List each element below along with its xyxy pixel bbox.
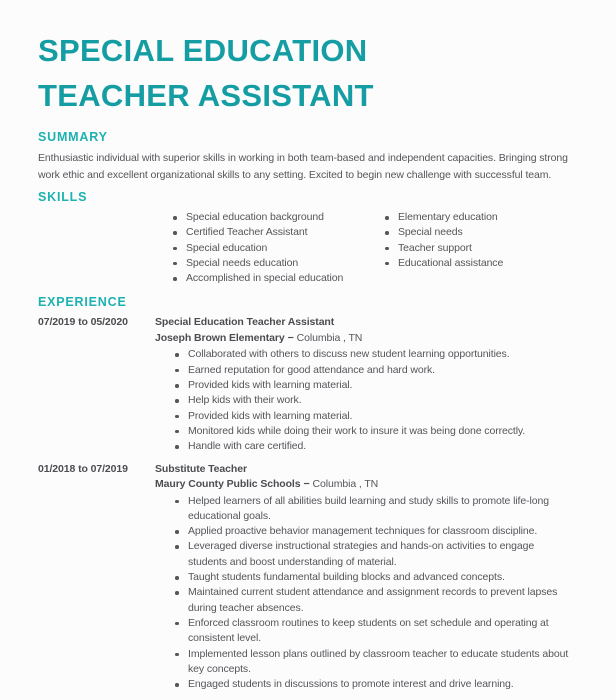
bullet-item — [172, 424, 574, 439]
skill-item-text: Teacher support — [398, 241, 472, 254]
skill-item — [170, 210, 382, 225]
skill-item-text: Certified Teacher Assistant — [186, 226, 308, 239]
skills-heading: SKILLS — [38, 190, 88, 204]
bullet-item-text: Engaged students in discussions to promote interest and drive learning. — [188, 678, 514, 691]
bullet-item — [172, 585, 574, 616]
skill-item — [382, 225, 578, 240]
job-location: Columbia , TN — [296, 331, 363, 344]
skill-item — [170, 241, 382, 256]
skill-item — [170, 256, 382, 271]
experience-heading: EXPERIENCE — [38, 295, 127, 310]
bullet-item — [172, 677, 574, 692]
bullet-item-text: Provided kids with learning material. — [188, 409, 353, 422]
skills-columns — [170, 210, 578, 286]
skill-item — [382, 241, 578, 256]
skill-item-text: Elementary education — [398, 211, 498, 223]
summary-heading: SUMMARY — [38, 130, 108, 144]
bullet-item-text: Enforced classroom routines to keep students on set schedule and operating at consistent level. — [188, 616, 549, 645]
bullet-item — [172, 409, 574, 424]
company-location-separator: − — [303, 478, 310, 491]
bullet-item — [172, 347, 574, 362]
bullet-item-text: Leveraged diverse instructional strategies and hands-on activities to engage students and boost understanding of material. — [188, 540, 535, 568]
skill-item-text: Special education background — [186, 211, 324, 223]
job-body — [155, 462, 578, 693]
skill-item — [382, 210, 578, 225]
company-location-separator: − — [287, 331, 294, 344]
bullet-item — [172, 524, 574, 539]
summary-section — [38, 130, 578, 184]
job-company: Joseph Brown Elementary — [155, 331, 285, 344]
bullet-item — [172, 363, 574, 378]
job-bullet-list — [172, 347, 574, 454]
bullet-item-text: Handle with care certified. — [188, 440, 307, 453]
job-company-line — [155, 477, 578, 493]
resume-title — [38, 28, 578, 118]
job-bullet-list — [172, 494, 574, 693]
bullet-item — [172, 494, 574, 525]
job-company: Maury County Public Schools — [155, 478, 301, 491]
skill-item-text: Accomplished in special education — [186, 272, 344, 285]
bullet-item-text: Taught students fundamental building blocks and advanced concepts. — [188, 571, 505, 584]
bullet-item-text: Monitored kids while doing their work to insure it was being done correctly. — [188, 424, 526, 437]
skill-item-text: Special education — [186, 241, 268, 254]
bullet-item-text: Maintained current student attendance and assignment records to prevent lapses during teacher absences. — [188, 586, 558, 614]
skill-item — [382, 256, 578, 271]
job-dates: 01/2018 to 07/2019 — [38, 462, 128, 475]
resume-title-line-2: TEACHER ASSISTANT — [38, 78, 374, 113]
bullet-item-text: Provided kids with learning material. — [188, 379, 353, 392]
job-title: Special Education Teacher Assistant — [155, 316, 335, 329]
job-title: Substitute Teacher — [155, 462, 247, 475]
job-location: Columbia , TN — [312, 478, 379, 491]
experience-section — [38, 295, 578, 692]
skill-item-text: Special needs education — [186, 256, 299, 269]
summary-text: Enthusiastic individual with superior skills in working in both team-based and independent capacities. Bringing strong work ethic and excellent organizational skills to any setting. Excited to begin new challenge with successful team. — [38, 152, 568, 181]
bullet-item — [172, 378, 574, 393]
bullet-item — [172, 616, 574, 647]
skill-item-text: Special needs — [398, 226, 463, 239]
bullet-item-text: Collaborated with others to discuss new student learning opportunities. — [188, 348, 510, 361]
experience-entry-1 — [38, 315, 578, 454]
bullet-item — [172, 539, 574, 570]
job-dates: 07/2019 to 05/2020 — [38, 316, 128, 329]
skill-item-text: Educational assistance — [398, 256, 504, 269]
skills-column-left — [170, 210, 382, 286]
bullet-item-text: Implemented lesson plans outlined by classroom teacher to educate students about key concepts. — [188, 647, 569, 675]
bullet-item — [172, 647, 574, 678]
bullet-item-text: Helped learners of all abilities build learning and study skills to promote life-long educational goals. — [188, 494, 549, 522]
bullet-item-text: Earned reputation for good attendance and hard work. — [188, 363, 435, 376]
bullet-item — [172, 570, 574, 585]
experience-entry-2 — [38, 462, 578, 693]
bullet-item — [172, 393, 574, 408]
skill-item — [170, 225, 382, 240]
bullet-item-text: Applied proactive behavior management techniques for classroom discipline. — [188, 525, 538, 538]
skills-column-right — [382, 210, 578, 286]
skill-item — [170, 271, 382, 286]
bullet-item — [172, 439, 574, 454]
bullet-item-text: Help kids with their work. — [188, 394, 302, 407]
job-body — [155, 315, 578, 454]
job-company-line — [155, 331, 578, 347]
skills-section — [38, 190, 578, 286]
resume-title-line-1: SPECIAL EDUCATION — [38, 33, 368, 68]
